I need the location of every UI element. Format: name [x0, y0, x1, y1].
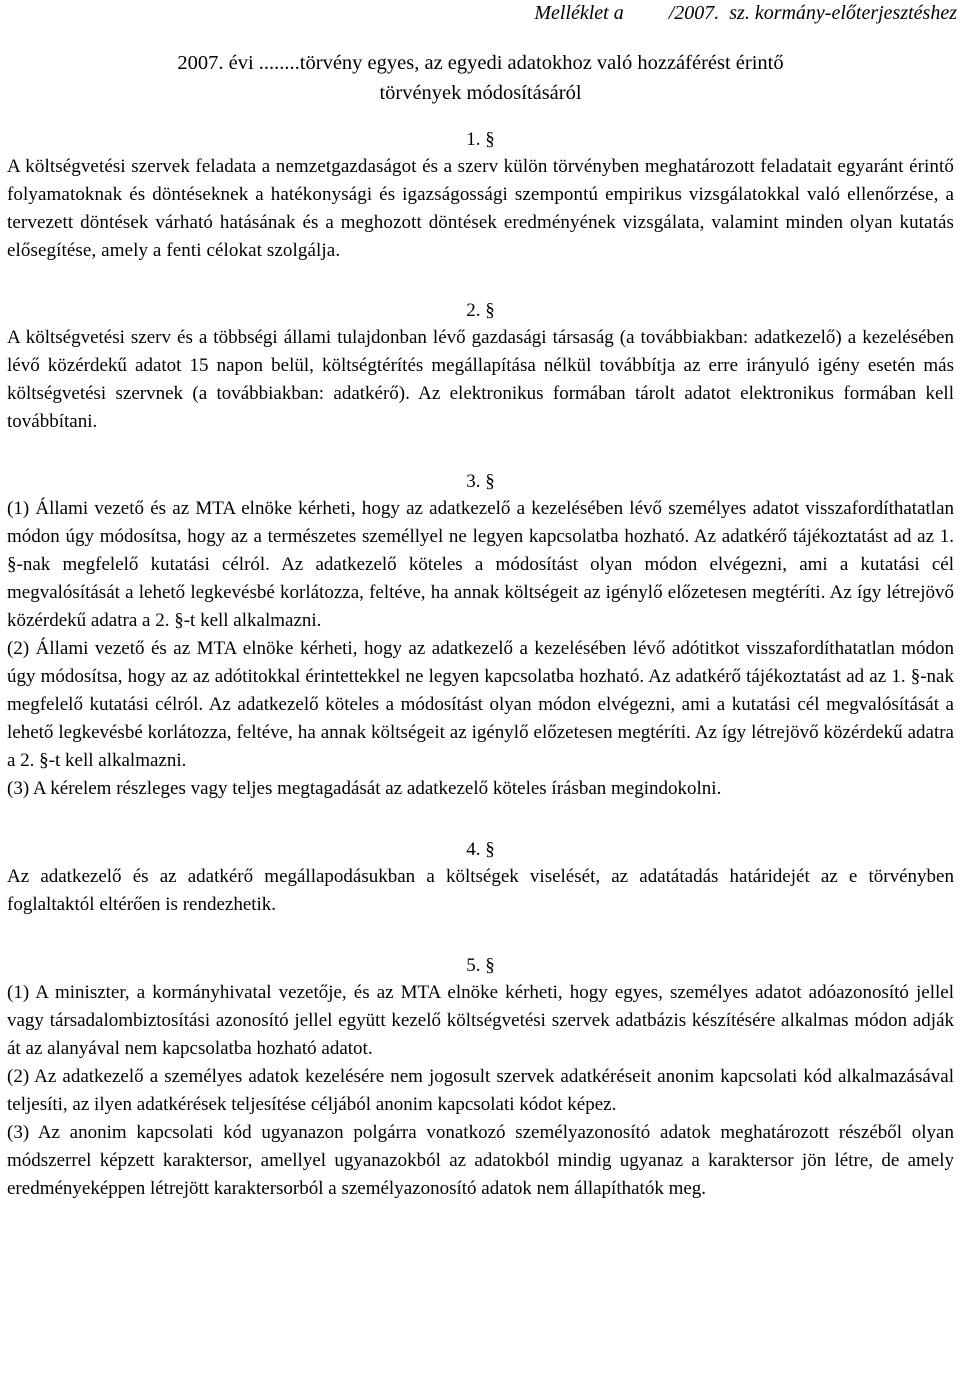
title-line-2: törvények módosításáról — [379, 82, 582, 104]
section-number: 5. § — [466, 955, 495, 976]
section-paragraph: A költségvetési szerv és a többségi állami tulajdonban lévő gazdasági társaság (a továbbiakban: adatkezelő) a kezelésében lévő közérdekű adatot 15 napon belül, költségtérítés megállapítása nélkül továbbítja az erre irányuló igény esetén más költségvetési szervnek (a továbbiakban: adatkérő). Az elektronikus formában tárolt adatot elektronikus formában kell továbbítani. — [7, 327, 954, 432]
section-paragraph: A költségvetési szervek feladata a nemzetgazdaságot és a szerv külön törvényben meghatározott feladatait egyaránt érintő folyamatoknak és döntéseknek a hatékonysági és igazságossági szempontú empirikus vizsgálatokkal való ellenőrzése, a tervezett döntések várható hatásának és a meghozott döntések eredményének vizsgálata, valamint minden olyan kutatás elősegítése, amely a fenti célokat szolgálja. — [7, 156, 954, 261]
section-paragraph: (2) Állami vezető és az MTA elnöke kérheti, hogy az adatkezelő a kezelésében lévő adótitkot visszafordíthatatlan módon úgy módosítsa, hogy az az adótitokkal érintettekkel ne legyen kapcsolatba hozható. Az adatkérő tájékoztatást ad az 1. §-nak megfelelő kutatási célról. Az adatkezelő köteles a módosítást olyan módon elvégezni, ami a kutatási cél megvalósítását a lehető legkevésbé korlátozza, feltéve, ha annak költségeit az igénylő előzetesen megtéríti. Az így létrejövő közérdekű adatra a 2. §-t kell alkalmazni. — [7, 638, 954, 771]
section-5 — [7, 952, 954, 1203]
section-number: 2. § — [466, 300, 495, 321]
section-paragraph: (2) Az adatkezelő a személyes adatok kezelésére nem jogosult szervek adatkéréseit anonim kapcsolati kód alkalmazásával teljesíti, az ilyen adatkérések teljesítése céljából anonim kapcsolati kódot képez. — [7, 1066, 954, 1115]
section-3 — [7, 468, 954, 803]
document-page — [7, 0, 957, 1203]
section-paragraph: (3) A kérelem részleges vagy teljes megtagadását az adatkezelő köteles írásban megindokolni. — [7, 778, 722, 799]
section-paragraph: Az adatkezelő és az adatkérő megállapodásukban a költségek viselését, az adatátadás határidejét az e törvényben foglaltaktól eltérően is rendezhetik. — [7, 866, 954, 915]
section-1 — [7, 126, 954, 265]
section-4 — [7, 836, 954, 919]
section-paragraph: (1) Állami vezető és az MTA elnöke kérheti, hogy az adatkezelő a kezelésében lévő személyes adatot visszafordíthatatlan módon úgy módosítsa, hogy az a természetes személlyel ne legyen kapcsolatba hozható. Az adatkérő tájékoztatást ad az 1. §-nak megfelelő kutatási célról. Az adatkezelő köteles a módosítást olyan módon elvégezni, ami a kutatási cél megvalósítását a lehető legkevésbé korlátozza, feltéve, ha annak költségeit az igénylő előzetesen megtéríti. Az így létrejövő közérdekű adatra a 2. §-t kell alkalmazni. — [7, 498, 954, 631]
section-number: 3. § — [466, 471, 495, 492]
title-line-1: 2007. évi ........törvény egyes, az egyedi adatokhoz való hozzáférést érintő — [177, 52, 784, 74]
section-paragraph: (1) A miniszter, a kormányhivatal vezetője, és az MTA elnöke kérheti, hogy egyes, személyes adatot adóazonosító jellel vagy társadalombiztosítási azonosító jellel együtt kezelő költségvetési szervek adatbázis készítésére alkalmas módon adják át az alanyával nem kapcsolatba hozható adatot. — [7, 982, 954, 1059]
section-number: 4. § — [466, 839, 495, 860]
annex-header: Melléklet a /2007. sz. kormány-előterjesztéshez — [534, 2, 957, 24]
section-paragraph: (3) Az anonim kapcsolati kód ugyanazon polgárra vonatkozó személyazonosító adatok meghatározott részéből olyan módszerrel képzett karaktersor, amellyel ugyanazokból az adatokból mindig ugyanaz a karaktersor jön létre, de amely eredményeképpen létrejött karaktersorból a személyazonosító adatok nem állapíthatók meg. — [7, 1122, 954, 1199]
document-title — [7, 48, 954, 108]
section-number: 1. § — [466, 129, 495, 150]
section-2 — [7, 297, 954, 436]
